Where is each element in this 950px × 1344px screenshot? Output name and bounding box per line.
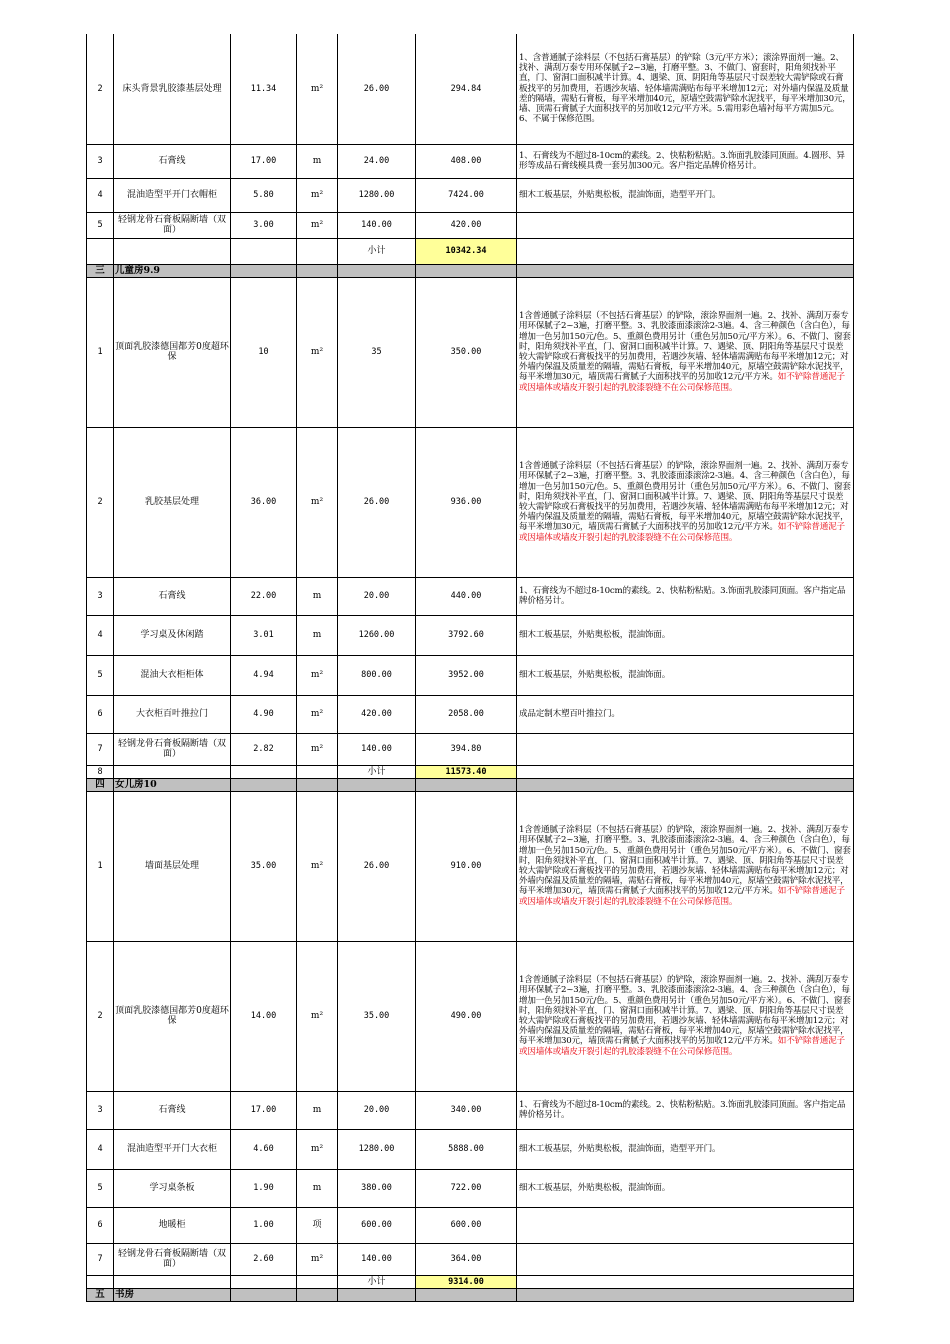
item-price: 140.00 — [338, 1243, 416, 1275]
blank-cell — [231, 765, 297, 778]
section-name: 儿童房9.9 — [114, 264, 231, 277]
section-blank-cell — [416, 1288, 517, 1301]
section-blank-cell — [517, 778, 854, 791]
section-blank-cell — [231, 1288, 297, 1301]
item-unit: m² — [297, 695, 338, 733]
section-code: 四 — [87, 778, 114, 791]
item-price: 35 — [338, 277, 416, 427]
item-unit: m — [297, 1169, 338, 1207]
item-no: 1 — [87, 791, 114, 941]
table-row — [87, 212, 854, 238]
quotation-table — [86, 34, 854, 1302]
section-blank-cell — [338, 778, 416, 791]
blank-cell — [114, 765, 231, 778]
table-row — [87, 427, 854, 577]
item-qty: 1.90 — [231, 1169, 297, 1207]
item-price: 26.00 — [338, 427, 416, 577]
item-description — [517, 1091, 854, 1129]
item-price: 800.00 — [338, 655, 416, 695]
item-unit: m² — [297, 941, 338, 1091]
item-price: 1280.00 — [338, 1129, 416, 1169]
blank-cell — [114, 238, 231, 264]
section-blank-cell — [416, 264, 517, 277]
item-qty: 1.00 — [231, 1207, 297, 1243]
item-qty: 17.00 — [231, 144, 297, 178]
item-description — [517, 1129, 854, 1169]
item-price: 600.00 — [338, 1207, 416, 1243]
description-text: 1含普通腻子涂料层（不包括石膏基层）的铲除，滚涂界面剂一遍。2、找补、满刮万泰专用环保腻子2~3遍，打磨平整。3、乳胶漆面漆滚涂2-3遍。4、含三种颜色（含白色），每增加一色另加150元/色。5、重颜色费用另计（重色另加50元/平方米）。6、不做门、窗套时，阳角须找补平直，门、窗洞口面积减半计算。7、遇梁、顶、阴阳角等基层尺寸误差较大需铲除或石膏板找平的另加费用，若遇沙灰墙、轻体墙需满贴布每平米增加12元；对外墙内保温及质量差的隔墙，需贴石膏板，每平米增加40元，原墙空鼓需铲除水泥找平，每平米增加30元，墙顶需石膏腻子大面积找平的另加收12元/平方米。 — [519, 461, 851, 533]
item-unit: m² — [297, 34, 338, 144]
table-row — [87, 277, 854, 427]
item-qty: 36.00 — [231, 427, 297, 577]
blank-cell — [517, 765, 854, 778]
section-blank-cell — [297, 778, 338, 791]
item-price: 140.00 — [338, 733, 416, 765]
blank-cell — [297, 238, 338, 264]
item-no: 4 — [87, 615, 114, 655]
item-total: 440.00 — [416, 577, 517, 615]
item-price: 380.00 — [338, 1169, 416, 1207]
item-name: 地暖柜 — [114, 1207, 231, 1243]
description-text: 1、石膏线为不超过8-10cm的素线。2、快粘粉粘贴。3.饰面乳胶漆同顶面。4.圆形、异形等成品石膏线模具费一套另加300元。客户指定品牌价格另计。 — [519, 150, 845, 171]
item-total: 7424.00 — [416, 178, 517, 212]
table-row — [87, 1243, 854, 1275]
item-no: 7 — [87, 1243, 114, 1275]
item-price: 24.00 — [338, 144, 416, 178]
item-total: 364.00 — [416, 1243, 517, 1275]
section-blank-cell — [517, 1288, 854, 1301]
item-name: 乳胶基层处理 — [114, 427, 231, 577]
blank-cell — [517, 1275, 854, 1288]
item-unit: m² — [297, 178, 338, 212]
warranty-note: 如不铲除普通泥子或因墙体或墙皮开裂引起的乳胶漆裂缝不在公司保修范围。 — [519, 372, 845, 393]
item-no — [87, 238, 114, 264]
item-no: 5 — [87, 1169, 114, 1207]
item-description — [517, 1207, 854, 1243]
item-unit: m² — [297, 1243, 338, 1275]
table-row — [87, 941, 854, 1091]
item-description — [517, 791, 854, 941]
item-unit: m² — [297, 791, 338, 941]
item-name: 轻钢龙骨石膏板隔断墙（双面） — [114, 1243, 231, 1275]
item-name: 床头背景乳胶漆基层处理 — [114, 34, 231, 144]
item-name: 顶面乳胶漆德国都芳0度超环保 — [114, 277, 231, 427]
table-row — [87, 577, 854, 615]
section-name: 女儿房10 — [114, 778, 231, 791]
item-no: 4 — [87, 1129, 114, 1169]
description-text: 1、石膏线为不超过8-10cm的素线。2、快粘粉粘贴。3.饰面乳胶漆同顶面。客户指定品牌价格另计。 — [519, 1099, 846, 1120]
item-total: 490.00 — [416, 941, 517, 1091]
blank-cell — [297, 765, 338, 778]
item-total: 340.00 — [416, 1091, 517, 1129]
section-code: 三 — [87, 264, 114, 277]
item-total: 350.00 — [416, 277, 517, 427]
item-qty: 14.00 — [231, 941, 297, 1091]
item-description — [517, 615, 854, 655]
item-name: 石膏线 — [114, 144, 231, 178]
item-name: 石膏线 — [114, 577, 231, 615]
item-unit: m² — [297, 277, 338, 427]
item-price: 420.00 — [338, 695, 416, 733]
section-blank-cell — [231, 264, 297, 277]
item-no: 3 — [87, 1091, 114, 1129]
item-unit: m — [297, 1091, 338, 1129]
item-description — [517, 1169, 854, 1207]
item-description — [517, 427, 854, 577]
item-qty: 5.80 — [231, 178, 297, 212]
item-qty: 4.60 — [231, 1129, 297, 1169]
item-name: 墙面基层处理 — [114, 791, 231, 941]
item-total: 910.00 — [416, 791, 517, 941]
description-text: 成品定制木塑百叶推拉门。 — [519, 708, 620, 719]
section-blank-cell — [416, 778, 517, 791]
item-qty: 4.90 — [231, 695, 297, 733]
table-row — [87, 34, 854, 144]
item-total: 2058.00 — [416, 695, 517, 733]
warranty-note: 如不铲除普通泥子或因墙体或墙皮开裂引起的乳胶漆裂缝不在公司保修范围。 — [519, 886, 845, 907]
item-no: 2 — [87, 34, 114, 144]
item-total: 3952.00 — [416, 655, 517, 695]
item-name: 轻钢龙骨石膏板隔断墙（双面） — [114, 733, 231, 765]
item-description — [517, 941, 854, 1091]
description-text: 1、含普通腻子涂料层（不包括石膏基层）的铲除（3元/平方米）；滚涂界面剂一遍。2、找补、满刮万泰专用环保腻子2~3遍，打磨平整。3、不做门、窗套时，阳角须找补平直，门、窗洞口面积减半计算。4、遇梁、顶、阴阳角等基层尺寸误差较大需铲除或石膏板找平的另加费用，若遇沙灰墙、轻体墙需满贴布每平米增加12元；对外墙内保温及质量差的隔墙，需贴石膏板，每平米增加40元，原墙空鼓需铲除水泥找平，每平米增加30元，墙、顶需石膏腻子大面积找平的另加收12元/平方米。5.需用彩色墙衬每平方需加5元。6、不属于保修范围。 — [519, 53, 851, 125]
subtotal-value: 9314.00 — [416, 1275, 517, 1288]
item-no: 2 — [87, 941, 114, 1091]
warranty-note: 如不铲除普通泥子或因墙体或墙皮开裂引起的乳胶漆裂缝不在公司保修范围。 — [519, 522, 845, 543]
item-price: 140.00 — [338, 212, 416, 238]
section-header — [87, 1288, 854, 1301]
item-description — [517, 144, 854, 178]
description-text: 细木工板基层，外贴奥松板，混油饰面。 — [519, 1182, 671, 1193]
table-row — [87, 733, 854, 765]
table-row — [87, 144, 854, 178]
description-text: 细木工板基层，外贴奥松板，混油饰面。 — [519, 669, 671, 680]
table-row — [87, 1169, 854, 1207]
warranty-note: 如不铲除普通泥子或因墙体或墙皮开裂引起的乳胶漆裂缝不在公司保修范围。 — [519, 1036, 845, 1057]
subtotal-row — [87, 238, 854, 264]
description-text: 1含普通腻子涂料层（不包括石膏基层）的铲除，滚涂界面剂一遍。2、找补、满刮万泰专用环保腻子2~3遍，打磨平整。3、乳胶漆面漆滚涂2-3遍。4、含三种颜色（含白色），每增加一色另加150元/色。5、重颜色费用另计（重色另加50元/平方米）。6、不做门、窗套时，阳角须找补平直，门、窗洞口面积减半计算。7、遇梁、顶、阴阳角等基层尺寸误差较大需铲除或石膏板找平的另加费用，若遇沙灰墙、轻体墙需满贴布每平米增加12元；对外墙内保温及质量差的隔墙，需贴石膏板，每平米增加40元，原墙空鼓需铲除水泥找平，每平米增加30元，墙顶需石膏腻子大面积找平的另加收12元/平方米。 — [519, 825, 851, 897]
item-name: 学习桌及休闲踏 — [114, 615, 231, 655]
item-name: 混油造型平开门衣帽柜 — [114, 178, 231, 212]
subtotal-value: 10342.34 — [416, 238, 517, 264]
blank-cell — [114, 1275, 231, 1288]
description-text: 1含普通腻子涂料层（不包括石膏基层）的铲除，滚涂界面剂一遍。2、找补、满刮万泰专用环保腻子2~3遍，打磨平整。3、乳胶漆面漆滚涂2-3遍。4、含三种颜色（含白色），每增加一色另加150元/色。5、重颜色费用另计（重色另加50元/平方米）。6、不做门、窗套时，阳角须找补平直，门、窗洞口面积减半计算。7、遇梁、顶、阴阳角等基层尺寸误差较大需铲除或石膏板找平的另加费用，若遇沙灰墙、轻体墙需满贴布每平米增加12元；对外墙内保温及质量差的隔墙，需贴石膏板，每平米增加40元，原墙空鼓需铲除水泥找平，每平米增加30元，墙顶需石膏腻子大面积找平的另加收12元/平方米。 — [519, 311, 851, 383]
item-total: 936.00 — [416, 427, 517, 577]
item-description — [517, 733, 854, 765]
item-qty: 2.60 — [231, 1243, 297, 1275]
blank-cell — [231, 238, 297, 264]
item-name: 混油大衣柜柜体 — [114, 655, 231, 695]
table-row — [87, 791, 854, 941]
item-price: 35.00 — [338, 941, 416, 1091]
item-name: 混油造型平开门大衣柜 — [114, 1129, 231, 1169]
subtotal-label: 小计 — [338, 238, 416, 264]
section-header — [87, 778, 854, 791]
item-qty: 22.00 — [231, 577, 297, 615]
section-blank-cell — [231, 778, 297, 791]
item-name: 学习桌条板 — [114, 1169, 231, 1207]
item-description — [517, 577, 854, 615]
table-row — [87, 1091, 854, 1129]
item-description — [517, 277, 854, 427]
item-price: 1260.00 — [338, 615, 416, 655]
blank-cell — [517, 238, 854, 264]
item-qty: 11.34 — [231, 34, 297, 144]
table-row — [87, 1129, 854, 1169]
item-unit: 项 — [297, 1207, 338, 1243]
item-description — [517, 178, 854, 212]
item-no: 5 — [87, 212, 114, 238]
blank-cell — [231, 1275, 297, 1288]
section-blank-cell — [517, 264, 854, 277]
item-no: 6 — [87, 1207, 114, 1243]
description-text: 细木工板基层，外贴奥松板，混油饰面，造型平开门。 — [519, 189, 721, 200]
section-name: 书房 — [114, 1288, 231, 1301]
description-text: 细木工板基层，外贴奥松板，混油饰面。 — [519, 629, 671, 640]
section-blank-cell — [297, 264, 338, 277]
table-row — [87, 695, 854, 733]
item-total: 3792.60 — [416, 615, 517, 655]
table-row — [87, 655, 854, 695]
subtotal-value: 11573.40 — [416, 765, 517, 778]
item-qty: 2.82 — [231, 733, 297, 765]
table-row — [87, 615, 854, 655]
item-total: 420.00 — [416, 212, 517, 238]
item-name: 轻钢龙骨石膏板隔断墙（双面） — [114, 212, 231, 238]
item-price: 1280.00 — [338, 178, 416, 212]
item-description — [517, 655, 854, 695]
item-qty: 3.01 — [231, 615, 297, 655]
item-unit: m² — [297, 1129, 338, 1169]
item-unit: m² — [297, 427, 338, 577]
section-code: 五 — [87, 1288, 114, 1301]
item-no: 1 — [87, 277, 114, 427]
item-qty: 17.00 — [231, 1091, 297, 1129]
item-no: 7 — [87, 733, 114, 765]
item-qty: 10 — [231, 277, 297, 427]
item-description — [517, 34, 854, 144]
item-qty: 35.00 — [231, 791, 297, 941]
item-qty: 4.94 — [231, 655, 297, 695]
section-blank-cell — [297, 1288, 338, 1301]
item-total: 5888.00 — [416, 1129, 517, 1169]
subtotal-row — [87, 1275, 854, 1288]
item-name: 顶面乳胶漆德国都芳0度超环保 — [114, 941, 231, 1091]
item-total: 722.00 — [416, 1169, 517, 1207]
item-no: 3 — [87, 577, 114, 615]
item-total: 408.00 — [416, 144, 517, 178]
item-unit: m — [297, 577, 338, 615]
table-row — [87, 178, 854, 212]
item-name: 石膏线 — [114, 1091, 231, 1129]
item-name: 大衣柜百叶推拉门 — [114, 695, 231, 733]
item-price: 26.00 — [338, 791, 416, 941]
description-text: 细木工板基层，外贴奥松板，混油饰面，造型平开门。 — [519, 1143, 721, 1154]
section-blank-cell — [338, 264, 416, 277]
item-price: 26.00 — [338, 34, 416, 144]
item-total: 394.80 — [416, 733, 517, 765]
subtotal-row — [87, 765, 854, 778]
item-no: 8 — [87, 765, 114, 778]
item-unit: m² — [297, 733, 338, 765]
table-row — [87, 1207, 854, 1243]
subtotal-label: 小计 — [338, 765, 416, 778]
item-unit: m² — [297, 655, 338, 695]
item-unit: m — [297, 144, 338, 178]
item-no — [87, 1275, 114, 1288]
item-description — [517, 1243, 854, 1275]
item-qty: 3.00 — [231, 212, 297, 238]
section-header — [87, 264, 854, 277]
item-no: 4 — [87, 178, 114, 212]
description-text: 1、石膏线为不超过8-10cm的素线。2、快粘粉粘贴。3.饰面乳胶漆同顶面。客户指定品牌价格另计。 — [519, 585, 846, 606]
item-description — [517, 695, 854, 733]
item-total: 294.84 — [416, 34, 517, 144]
blank-cell — [297, 1275, 338, 1288]
item-price: 20.00 — [338, 577, 416, 615]
item-unit: m — [297, 615, 338, 655]
item-no: 5 — [87, 655, 114, 695]
section-blank-cell — [338, 1288, 416, 1301]
item-no: 6 — [87, 695, 114, 733]
item-description — [517, 212, 854, 238]
subtotal-label: 小计 — [338, 1275, 416, 1288]
item-unit: m² — [297, 212, 338, 238]
item-total: 600.00 — [416, 1207, 517, 1243]
description-text: 1含普通腻子涂料层（不包括石膏基层）的铲除，滚涂界面剂一遍。2、找补、满刮万泰专用环保腻子2~3遍，打磨平整。3、乳胶漆面漆滚涂2-3遍。4、含三种颜色（含白色），每增加一色另加150元/色。5、重颜色费用另计（重色另加50元/平方米）。6、不做门、窗套时，阳角须找补平直，门、窗洞口面积减半计算。7、遇梁、顶、阴阳角等基层尺寸误差较大需铲除或石膏板找平的另加费用，若遇沙灰墙、轻体墙需满贴布每平米增加12元；对外墙内保温及质量差的隔墙，需贴石膏板，每平米增加40元，原墙空鼓需铲除水泥找平，每平米增加30元，墙顶需石膏腻子大面积找平的另加收12元/平方米。 — [519, 975, 851, 1047]
item-price: 20.00 — [338, 1091, 416, 1129]
item-no: 3 — [87, 144, 114, 178]
item-no: 2 — [87, 427, 114, 577]
